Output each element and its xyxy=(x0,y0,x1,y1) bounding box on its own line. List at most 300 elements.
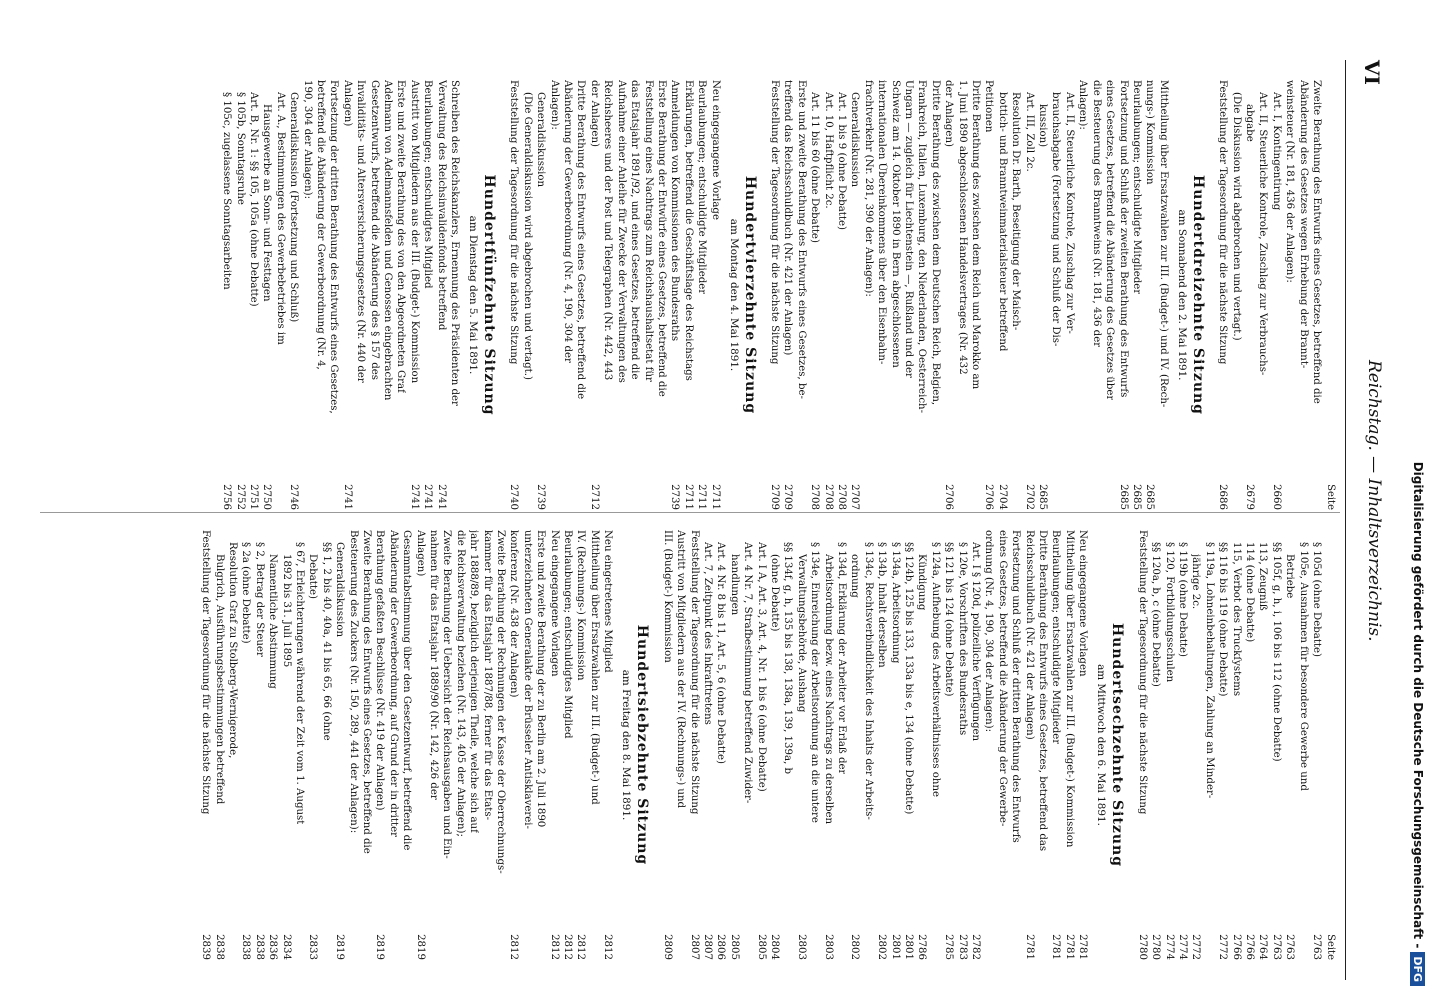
toc-entry-text: konferenz (Nr. 438 der Anlagen) xyxy=(508,530,520,698)
toc-entry xyxy=(1103,80,1116,510)
toc-entry-text: § 2a (ohne Debatte) xyxy=(240,542,252,644)
toc-page-number: 2781 xyxy=(1050,934,1062,960)
toc-page-number: 2780 xyxy=(1136,934,1148,960)
toc-entry xyxy=(1135,530,1148,960)
toc-entry-text: Art. II, Steuerliche Kontrole, Zuschlag zur Ver- xyxy=(1063,92,1075,334)
toc-entry-text: Neu eingetretenes Mitglied xyxy=(602,530,614,673)
toc-entry xyxy=(1256,530,1269,960)
toc-entry-text: jahr 1888/89, bezüglich derjenigen Theile, welche sich auf xyxy=(468,530,480,833)
toc-entry xyxy=(467,530,480,960)
toc-page-number: 2746 xyxy=(288,484,300,510)
toc-page-number: 2685 xyxy=(1130,484,1142,510)
toc-entry-text: Betriebe xyxy=(1284,554,1296,599)
toc-entry-text: Austritt von Mitgliedern aus der IV. (Rechnungs-) und xyxy=(675,530,687,809)
toc-entry-text: das Etatsjahr 1891/92, und eines Gesetzes, betreffend die xyxy=(629,80,641,380)
toc-entry-text: 115, Verbot des Truckſystems xyxy=(1230,542,1242,697)
toc-entry xyxy=(915,80,928,510)
toc-entry-text: Erklärungen, betreffend die Geschäftslage des Reichstags xyxy=(682,80,694,381)
toc-entry-text: (Die Generaldiskussion wird abgebrochen und vertagt.) xyxy=(521,92,533,380)
toc-page-number: 2834 xyxy=(280,934,292,960)
toc-page-number: 2685 xyxy=(1144,484,1156,510)
toc-entry-text: Generaldiskussion (Fortsetzung und Schluß) xyxy=(288,92,300,323)
toc-entry-text: Art. 11 bis 60 (ohne Debatte) xyxy=(809,92,821,243)
toc-entry-text: Generaldiskussion xyxy=(535,92,547,188)
right-column xyxy=(36,530,1336,960)
toc-entry-text: 113, Zeugniß xyxy=(1257,542,1269,611)
toc-entry xyxy=(1176,530,1189,960)
toc-entry-text: internationalen Übereinkommens über den Eisenbahn- xyxy=(876,80,888,365)
toc-entry-text: kammer für das Etatsjahr 1887/88, ferner für das Etats- xyxy=(481,530,493,821)
toc-entry-text: Dritte Berathung des Entwurfs eines Gesetzes, betreffend das xyxy=(1037,530,1049,852)
toc-entry-text: Art. II, Steuerliche Kontrole, Zuschlag zur Verbrauchs- xyxy=(1257,92,1269,376)
toc-page-number: 2782 xyxy=(970,934,982,960)
toc-entry xyxy=(695,80,708,510)
toc-entry xyxy=(687,530,700,960)
toc-entry xyxy=(354,80,367,510)
toc-entry xyxy=(333,530,346,960)
toc-entry xyxy=(982,530,995,960)
toc-entry xyxy=(520,530,533,960)
toc-entry-text: Feststellung der Tagesordnung für die nächste Sitzung xyxy=(768,80,780,365)
toc-page-number: 2806 xyxy=(715,934,727,960)
toc-entry-text: § 134b, Inhalt derselben xyxy=(876,542,888,668)
toc-page-number: 2685 xyxy=(1037,484,1049,510)
toc-entry xyxy=(714,530,727,960)
toc-entry-text: Fortsetzung und Schluß der zweiten Berathung des Entwurfs xyxy=(1117,80,1129,398)
toc-entry-text: § 2, Betrag der Steuer xyxy=(253,542,265,657)
toc-entry-text: Art. III, Zoll 2c. xyxy=(1023,92,1035,172)
toc-entry-text: der Anlagen) xyxy=(943,80,955,147)
toc-entry xyxy=(1310,80,1323,510)
session-heading: Hundertsechzehnte Sitzung xyxy=(1109,622,1126,868)
toc-entry xyxy=(373,530,386,960)
toc-entry xyxy=(1036,530,1049,960)
toc-entry-text: nahmen für das Etatsjahr 1889/90 (Nr. 142, 426 der xyxy=(428,530,440,800)
toc-entry-text: Schreiben des Reichskanzlers, Ernennung des Präsidenten der xyxy=(449,80,461,406)
toc-page-number: 2679 xyxy=(1243,484,1255,510)
toc-entry-text: Generaldiskussion xyxy=(849,92,861,188)
toc-entry xyxy=(1143,80,1156,510)
dfg-logo: DFG xyxy=(1411,952,1426,986)
toc-page-number: 2685 xyxy=(1117,484,1129,510)
toc-entry-text: Namentliche Abstimmung xyxy=(267,554,279,689)
toc-page-number: 2774 xyxy=(1176,934,1188,960)
toc-entry xyxy=(239,530,252,960)
toc-page-number: 2805 xyxy=(728,934,740,960)
toc-entry-text: Mittheilung über Ersatzwahlen zur III. (Budget-) und IV. (Rech- xyxy=(1157,80,1169,408)
toc-entry-text: Abänderung der Gewerbeordnung (Nr. 4, 190, 304 der xyxy=(562,80,574,363)
toc-entry xyxy=(547,530,560,960)
toc-entry xyxy=(1116,80,1129,510)
toc-page-number: 2804 xyxy=(768,934,780,960)
toc-entry-text: Art. 1 bis 9 (ohne Debatte) xyxy=(836,92,847,230)
session-date: am Dienstag den 5. Mai 1891. xyxy=(467,215,480,375)
toc-entry-text: Beurlaubungen; entschuldigtes Mitglied xyxy=(562,530,574,739)
toc-entry xyxy=(440,530,453,960)
toc-entry-text: § 105d (ohne Debatte) xyxy=(1311,542,1322,658)
toc-entry-text: nungs-) Kommission xyxy=(1144,80,1156,185)
toc-entry xyxy=(888,80,901,510)
toc-page-number: 2660 xyxy=(1270,484,1282,510)
toc-entry-text: Reichsschuldbuch (Nr. 421 der Anlagen) xyxy=(1023,530,1035,740)
toc-page-number: 2741 xyxy=(341,484,353,510)
toc-page-number: 2707 xyxy=(849,484,861,510)
toc-entry xyxy=(327,80,340,510)
toc-entry xyxy=(995,80,1008,510)
toc-entry-text: 114 (ohne Debatte) xyxy=(1243,542,1255,643)
toc-entry xyxy=(1216,80,1229,510)
toc-entry xyxy=(574,80,587,510)
toc-entry xyxy=(1243,530,1256,960)
toc-entry-text: Arbeitsordnung bezw. eines Nachtrags zu derselben xyxy=(822,554,834,825)
toc-page-number: 2839 xyxy=(200,934,212,960)
toc-entry-text: unterzeichneten Generalakte der Brüsseler Antisklaverei- xyxy=(521,530,533,829)
toc-page-number: 2763 xyxy=(1270,934,1282,960)
toc-entry-text: Kündigung xyxy=(916,554,928,611)
toc-entry xyxy=(287,80,300,510)
toc-entry xyxy=(1049,530,1062,960)
toc-entry-text: IV. (Rechnungs-) Kommission xyxy=(575,530,587,681)
session-date: am Mittwoch den 6. Mai 1891. xyxy=(1095,664,1108,826)
toc-entry-text: Gesammtabstimmung über den Gesetzentwurf, betreffend die xyxy=(401,530,413,851)
toc-page-number: 2781 xyxy=(1063,934,1075,960)
toc-entry xyxy=(902,80,915,510)
toc-page-number: 2783 xyxy=(956,934,968,960)
toc-entry-text: Invaliditäts- und Altersversicherungsgesetzes (Nr. 440 der xyxy=(355,80,367,383)
toc-entry-text: § 119b (ohne Debatte) xyxy=(1176,542,1188,658)
toc-entry-text: Art. I, Kontingentirung xyxy=(1270,92,1282,211)
toc-entry-text: Feststellung eines Nachtrags zum Reichshaushaltsetat für xyxy=(642,80,654,382)
toc-entry xyxy=(1009,80,1022,510)
toc-page-number: 2739 xyxy=(535,484,547,510)
toc-entry-text: Hausgewerbe an Sonn- und Festtagen xyxy=(261,104,273,302)
toc-entry xyxy=(701,530,714,960)
toc-entry-text: Feststellung der Tagesordnung für die nächste Sitzung xyxy=(688,530,700,815)
toc-page-number: 2838 xyxy=(253,934,265,960)
toc-entry-text: Dritte Berathung des Entwurfs eines Gesetzes, betreffend die xyxy=(575,80,587,400)
toc-page-number: 2751 xyxy=(247,484,259,510)
toc-page-number: 2764 xyxy=(1257,934,1269,960)
toc-entry xyxy=(381,80,394,510)
toc-page-number: 2702 xyxy=(1023,484,1035,510)
toc-entry-text: Beurlaubungen; entschuldigte Mitglieder xyxy=(1130,80,1142,295)
toc-entry-text: Art. 7, Zeitpunkt des Inkrafttretens xyxy=(701,542,713,725)
toc-page-number: 2740 xyxy=(508,484,520,510)
toc-entry-text: (Die Diskussion wird abgebrochen und vertagt.) xyxy=(1230,92,1242,341)
toc-entry xyxy=(808,530,821,960)
toc-entry-text: Fortsetzung der dritten Berathung des Entwurfs eines Gesetzes, xyxy=(328,80,340,414)
toc-entry xyxy=(969,80,982,510)
toc-entry xyxy=(1216,530,1229,960)
toc-entry xyxy=(768,530,781,960)
toc-entry-text: Zweite Berathung des Entwurfs eines Gesetzes, betreffend die xyxy=(1311,80,1322,404)
toc-entry-text: §§ 124b, 125 bis 133, 133a bis e, 134 (ohne Debatte) xyxy=(903,542,915,815)
toc-page-number: 2802 xyxy=(849,934,861,960)
toc-entry xyxy=(794,80,807,510)
toc-entry-text: jährige 2c. xyxy=(1190,554,1202,610)
toc-page-number: 2819 xyxy=(414,934,426,960)
toc-entry-text: Beurlaubungen; entschuldigte Mitglieder xyxy=(696,80,708,295)
toc-entry-text: Resolution Dr. Barth, Beseitigung der Maisch- xyxy=(1010,92,1022,331)
toc-entry xyxy=(614,80,627,510)
toc-entry-text: der Anlagen) xyxy=(588,80,600,147)
toc-page-number: 2709 xyxy=(768,484,780,510)
toc-page-number: 2704 xyxy=(996,484,1008,510)
toc-entry-text: Art. A., Bestimmungen des Gewerbebetriebes im xyxy=(274,92,286,345)
toc-entry xyxy=(480,530,493,960)
digitization-credit-text: Digitalisierung gefördert durch die Deutsche Forschungsgemeinschaft - xyxy=(1411,461,1425,949)
toc-page-number: 2712 xyxy=(588,484,600,510)
toc-entry xyxy=(794,530,807,960)
toc-entry xyxy=(293,530,306,960)
toc-entry-text: § 120e, Vorschriften des Bundesraths xyxy=(956,542,968,736)
toc-entry xyxy=(306,530,319,960)
toc-entry-text: Beurlaubungen; entschuldigtes Mitglied xyxy=(422,80,434,289)
toc-entry-text: Anmeldungen von Kommissionen des Bundesraths xyxy=(669,80,681,342)
toc-entry xyxy=(1156,80,1169,510)
toc-entry-text: Mittheilung über Ersatzwahlen zur III. (Budget-) Kommission xyxy=(1063,530,1075,848)
toc-entry xyxy=(1022,80,1035,510)
toc-entry xyxy=(601,80,614,510)
toc-entry-text: ordnung xyxy=(849,554,861,598)
toc-entry-text: Anlagen): xyxy=(1077,80,1089,130)
toc-entry-text: Austritt von Mitgliedern aus der III. (Budget-) Kommission xyxy=(408,80,420,384)
toc-entry xyxy=(708,80,721,510)
toc-entry-text: Besteuerung des Zuckers (Nr. 150, 289, 441 der Anlagen): xyxy=(347,530,359,834)
toc-entry-text: Verwaltung des Reichsinvalidenfonds betreffend xyxy=(435,80,447,331)
toc-entry xyxy=(394,80,407,510)
toc-entry-text: Art. I § 120d, polizeiliche Verfügungen xyxy=(970,542,982,742)
toc-page-number: 2756 xyxy=(221,484,233,510)
toc-page-number: 2786 xyxy=(916,934,928,960)
toc-page-number: 2772 xyxy=(1217,934,1229,960)
toc-entry-text: Generaldiskussion xyxy=(334,542,346,638)
toc-entry-text: 1. Juni 1890 abgeschlossenen Handelsvertrages (Nr. 432 xyxy=(956,80,968,375)
toc-entry-text: die Besteuerung des Branntweins (Nr. 181, 436 der xyxy=(1090,80,1102,348)
toc-entry xyxy=(1162,530,1175,960)
toc-entry-text: Frankreich, Italien, Luxemburg, den Niederlanden, Oesterreich- xyxy=(916,80,928,414)
header-rule xyxy=(1345,60,1346,980)
toc-entry-text: Erste und zweite Berathung der zu Berlin am 2. Juli 1890 xyxy=(535,530,547,828)
toc-entry xyxy=(928,530,941,960)
toc-entry-text: §§ 121 bis 124 (ohne Debatte) xyxy=(943,542,955,697)
toc-entry xyxy=(453,530,466,960)
toc-entry-text: III. (Budget-) Kommission xyxy=(661,530,673,663)
toc-page-number: 2766 xyxy=(1230,934,1242,960)
toc-entry-text: Art. I A, Art. 3, Art. 4, Nr. 1 bis 6 (ohne Debatte) xyxy=(755,542,767,792)
toc-page-number: 2708 xyxy=(822,484,834,510)
toc-entry xyxy=(279,530,292,960)
toc-page-number: 2838 xyxy=(213,934,225,960)
toc-entry-text: eines Gesetzes, betreffend die Abänderung der Gewerbe- xyxy=(996,530,1008,827)
toc-page-number: 2819 xyxy=(374,934,386,960)
toc-page-number: 2801 xyxy=(903,934,915,960)
toc-entry xyxy=(601,530,614,960)
toc-entry xyxy=(534,80,547,510)
digitization-credit xyxy=(1404,0,1432,986)
toc-entry-text: §§ 116 bis 119 (ohne Debatte) xyxy=(1217,542,1229,697)
toc-entry xyxy=(660,530,673,960)
toc-entry xyxy=(1049,80,1062,510)
toc-page-number: 2833 xyxy=(307,934,319,960)
toc-page-number: 2709 xyxy=(782,484,794,510)
toc-page-number: 2809 xyxy=(661,934,673,960)
toc-entry xyxy=(668,80,681,510)
toc-entry-text: Anlagen) xyxy=(341,80,353,127)
toc-entry-text: bottich- und Branntweinmaterialsteuer betreffend xyxy=(996,92,1008,352)
toc-entry xyxy=(407,80,420,510)
session-date: am Sonnabend den 2. Mai 1891. xyxy=(1175,209,1188,381)
toc-page-number: 2807 xyxy=(701,934,713,960)
toc-entry-text: Art. 4 Nr. 7, Strafbestimmung betreffend Zuwider- xyxy=(742,542,754,804)
toc-page-number: 2772 xyxy=(1190,934,1202,960)
toc-page-number: 2763 xyxy=(1311,934,1322,960)
toc-entry-text: Anlagen) xyxy=(414,530,426,577)
toc-entry xyxy=(561,530,574,960)
toc-page-number: 2838 xyxy=(240,934,252,960)
toc-entry xyxy=(1076,530,1089,960)
toc-entry xyxy=(340,80,353,510)
toc-entry xyxy=(781,530,794,960)
toc-entry-text: weinsteuer (Nr. 181, 436 der Anlagen): xyxy=(1284,80,1296,283)
toc-page-number: 2752 xyxy=(234,484,246,510)
toc-entry-text: Neu eingegangene Vorlagen xyxy=(548,530,560,677)
toc-entry-text: Ungarn — zugleich für Liechtenstein —, Rußland und der xyxy=(903,80,915,378)
toc-entry xyxy=(360,530,373,960)
toc-page-number: 2803 xyxy=(795,934,807,960)
toc-entry-text: betreffend die Abänderung der Gewerbeordnung (Nr. 4, xyxy=(315,80,326,370)
toc-entry xyxy=(835,80,848,510)
toc-entry xyxy=(520,80,533,510)
toc-page-number: 2812 xyxy=(602,934,614,960)
toc-entry xyxy=(754,530,767,960)
toc-entry xyxy=(727,530,740,960)
toc-entry-text: Erste und zweite Berathung des Entwurfs eines Gesetzes, be- xyxy=(795,80,807,399)
toc-page-number: 2807 xyxy=(688,934,700,960)
toc-entry-text: Zweite Berathung der Uebersicht der Reichsausgaben und Ein- xyxy=(441,530,453,859)
toc-entry xyxy=(875,80,888,510)
toc-entry xyxy=(821,530,834,960)
toc-entry xyxy=(1269,530,1282,960)
toc-entry-text: Feststellung der Tagesordnung für die nächste Sitzung xyxy=(508,80,520,365)
toc-page-number: 2781 xyxy=(1077,934,1089,960)
seite-label: Seite xyxy=(1325,484,1336,510)
toc-entry xyxy=(319,530,332,960)
column-divider xyxy=(40,512,1340,513)
session-heading: Hundertsiebzehnte Sitzung xyxy=(634,624,651,866)
session-heading: Hundertdreizehnte Sitzung xyxy=(1189,175,1206,415)
toc-entry xyxy=(233,80,246,510)
toc-entry-text: §§ 1, 2 bis 40, 40a, 41 bis 65, 66 (ohne xyxy=(320,542,332,741)
toc-page-number: 2780 xyxy=(1150,934,1162,960)
toc-entry xyxy=(902,530,915,960)
toc-entry xyxy=(427,530,440,960)
toc-entry xyxy=(421,80,434,510)
toc-entry xyxy=(875,530,888,960)
toc-entry xyxy=(252,530,265,960)
toc-entry-text: (ohne Debatte) xyxy=(768,554,780,632)
toc-entry xyxy=(1229,80,1242,510)
toc-entry xyxy=(1089,80,1102,510)
session-heading: Hundertvierzehnte Sitzung xyxy=(741,175,758,415)
toc-entry xyxy=(1243,80,1256,510)
toc-entry xyxy=(969,530,982,960)
toc-entry-text: Neu eingegangene Vorlage xyxy=(709,80,721,220)
toc-entry-text: Aufnahme einer Anleihe für Zwecke der Verwaltungen des xyxy=(615,80,627,383)
session-heading: Hundertfünfzehnte Sitzung xyxy=(481,174,498,416)
toc-entry-text: Art. 4 Nr. 8 bis 11, Art. 5, 6 (ohne Debatte) xyxy=(715,542,727,765)
toc-entry xyxy=(212,530,225,960)
toc-page-number: 2741 xyxy=(422,484,434,510)
toc-entry xyxy=(386,530,399,960)
toc-entry-text: Dritte Berathung des zwischen dem Deutschen Reich, Belgien, xyxy=(929,80,941,406)
toc-entry-text: Schweiz am 14. Oktober 1890 in Bern abgeschlossenen xyxy=(889,80,901,368)
toc-entry-text: Zweite Berathung der Rechnungen der Kasse der Oberrechnungs- xyxy=(495,530,507,874)
toc-entry xyxy=(1149,530,1162,960)
toc-page-number: 2812 xyxy=(575,934,587,960)
toc-entry-text: Anlagen): xyxy=(548,80,560,130)
toc-entry xyxy=(413,530,426,960)
toc-entry xyxy=(821,80,834,510)
toc-entry xyxy=(655,80,668,510)
toc-entry xyxy=(835,530,848,960)
toc-entry-text: Resolution Graf zu Stolberg-Wernigerode, xyxy=(226,542,238,759)
toc-page-number: 2781 xyxy=(1023,934,1035,960)
toc-page-number: 2708 xyxy=(836,484,847,510)
toc-entry-text: frachtverkehr (Nr. 281, 390 der Anlagen): xyxy=(862,80,874,297)
toc-entry xyxy=(507,530,520,960)
toc-entry xyxy=(982,80,995,510)
toc-entry xyxy=(1310,530,1323,960)
toc-entry-text: §§ 134f, g, h, 135 bis 138, 138a, 139, 139a, b xyxy=(782,542,794,775)
toc-page-number: 2766 xyxy=(1243,934,1255,960)
toc-entry xyxy=(1296,530,1309,960)
toc-entry-text: § 119a, Lohneinbehaltungen, Zahlung an Minder- xyxy=(1203,542,1215,799)
toc-page-number: 2805 xyxy=(755,934,767,960)
toc-entry-text: eines Gesetzes, betreffend die Abänderung des Gesetzes über xyxy=(1104,80,1116,401)
toc-entry xyxy=(434,80,447,510)
toc-page-number: 2774 xyxy=(1163,934,1175,960)
toc-entry-text: Neu eingegangene Vorlagen xyxy=(1077,530,1089,677)
toc-entry xyxy=(1009,530,1022,960)
toc-entry xyxy=(861,80,874,510)
toc-entry-text: § 105b, Sonntagsruhe xyxy=(234,92,246,205)
toc-entry xyxy=(494,530,507,960)
toc-entry xyxy=(848,530,861,960)
toc-entry-text: § 134d, Erklärung der Arbeiter vor Erlaß der xyxy=(836,542,847,775)
toc-page-number: 2812 xyxy=(548,934,560,960)
toc-entry-text: die Reichsverwaltung beziehen (Nr. 143, 405 der Anlagen); xyxy=(454,530,466,837)
toc-entry xyxy=(1296,80,1309,510)
toc-page-number: 2812 xyxy=(508,934,520,960)
toc-entry-text: 1892 bis 31. Juli 1895 xyxy=(280,554,292,668)
toc-entry-text: handlungen xyxy=(728,554,740,616)
toc-entry-text: § 67, Erleichterungen während der Zeit vom 1. August xyxy=(293,542,305,825)
toc-entry xyxy=(346,530,359,960)
toc-entry-text: Fortsetzung und Schluß der dritten Berathung des Entwurfs xyxy=(1010,530,1022,843)
toc-page-number: 2785 xyxy=(943,934,955,960)
toc-entry xyxy=(781,80,794,510)
toc-entry xyxy=(848,80,861,510)
toc-entry xyxy=(226,530,239,960)
toc-entry-text: Abänderung der Gewerbeordnung, auf Grund der in dritter xyxy=(387,530,399,838)
toc-entry xyxy=(674,530,687,960)
toc-entry-text: Bulgrich, Ausführungsbestimmungen betreffend xyxy=(213,554,225,805)
toc-page-number: 2686 xyxy=(1217,484,1229,510)
toc-entry-text: abgabe xyxy=(1243,104,1255,142)
toc-entry xyxy=(1202,530,1215,960)
toc-entry xyxy=(628,80,641,510)
